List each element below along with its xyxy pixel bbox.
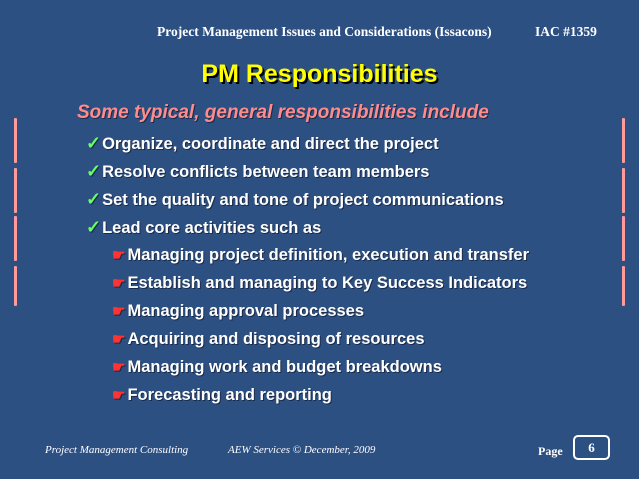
list-item-text: Lead core activities such as (102, 219, 322, 237)
sub-list-item (112, 355, 442, 379)
sub-list-item (112, 243, 529, 267)
pointing-hand-icon: ☛ (112, 303, 126, 320)
sub-list-item-text: Managing project definition, execution and transfer (127, 246, 529, 264)
left-edge-accent (14, 216, 17, 261)
left-edge-accent (14, 118, 17, 163)
list-item (86, 187, 504, 211)
list-item (86, 159, 429, 183)
right-edge-accent (622, 168, 625, 213)
list-item-text: Resolve conflicts between team members (102, 163, 430, 181)
page-number-badge: 6 (573, 435, 610, 460)
list-item (86, 131, 439, 155)
check-icon: ✓ (86, 133, 102, 153)
pointing-hand-icon: ☛ (112, 387, 126, 404)
left-edge-accent (14, 266, 17, 306)
header-id: IAC #1359 (535, 24, 597, 39)
sub-list-item-text: Forecasting and reporting (127, 386, 332, 404)
pointing-hand-icon: ☛ (112, 331, 126, 348)
header-title: Project Management Issues and Considerations (Issacons) (157, 24, 492, 39)
list-item-text: Set the quality and tone of project communications (102, 191, 504, 209)
sub-list-item (112, 383, 332, 407)
right-edge-accent (622, 216, 625, 261)
sub-list-item (112, 327, 425, 351)
sub-list-item (112, 299, 364, 323)
footer-page-label: Page (538, 444, 563, 458)
pointing-hand-icon: ☛ (112, 247, 126, 264)
list-item-text: Organize, coordinate and direct the project (102, 135, 439, 153)
slide-title: PM Responsibilities (201, 60, 438, 88)
sub-list-item-text: Managing work and budget breakdowns (127, 358, 442, 376)
sub-list-item-text: Managing approval processes (127, 302, 365, 320)
right-edge-accent (622, 118, 625, 163)
left-edge-accent (14, 168, 17, 213)
right-edge-accent (622, 266, 625, 306)
check-icon: ✓ (86, 161, 102, 181)
sub-list-item (112, 271, 527, 295)
check-icon: ✓ (86, 189, 102, 209)
sub-list-item-text: Acquiring and disposing of resources (127, 330, 425, 348)
footer-company: Project Management Consulting (45, 444, 189, 456)
pointing-hand-icon: ☛ (112, 359, 126, 376)
list-item (86, 215, 321, 239)
pointing-hand-icon: ☛ (112, 275, 126, 292)
slide-subtitle: Some typical, general responsibilities include (77, 102, 489, 123)
footer-copyright: AEW Services © December, 2009 (228, 444, 376, 456)
sub-list-item-text: Establish and managing to Key Success Indicators (127, 274, 528, 292)
check-icon: ✓ (86, 217, 102, 237)
slide-header (0, 24, 639, 42)
